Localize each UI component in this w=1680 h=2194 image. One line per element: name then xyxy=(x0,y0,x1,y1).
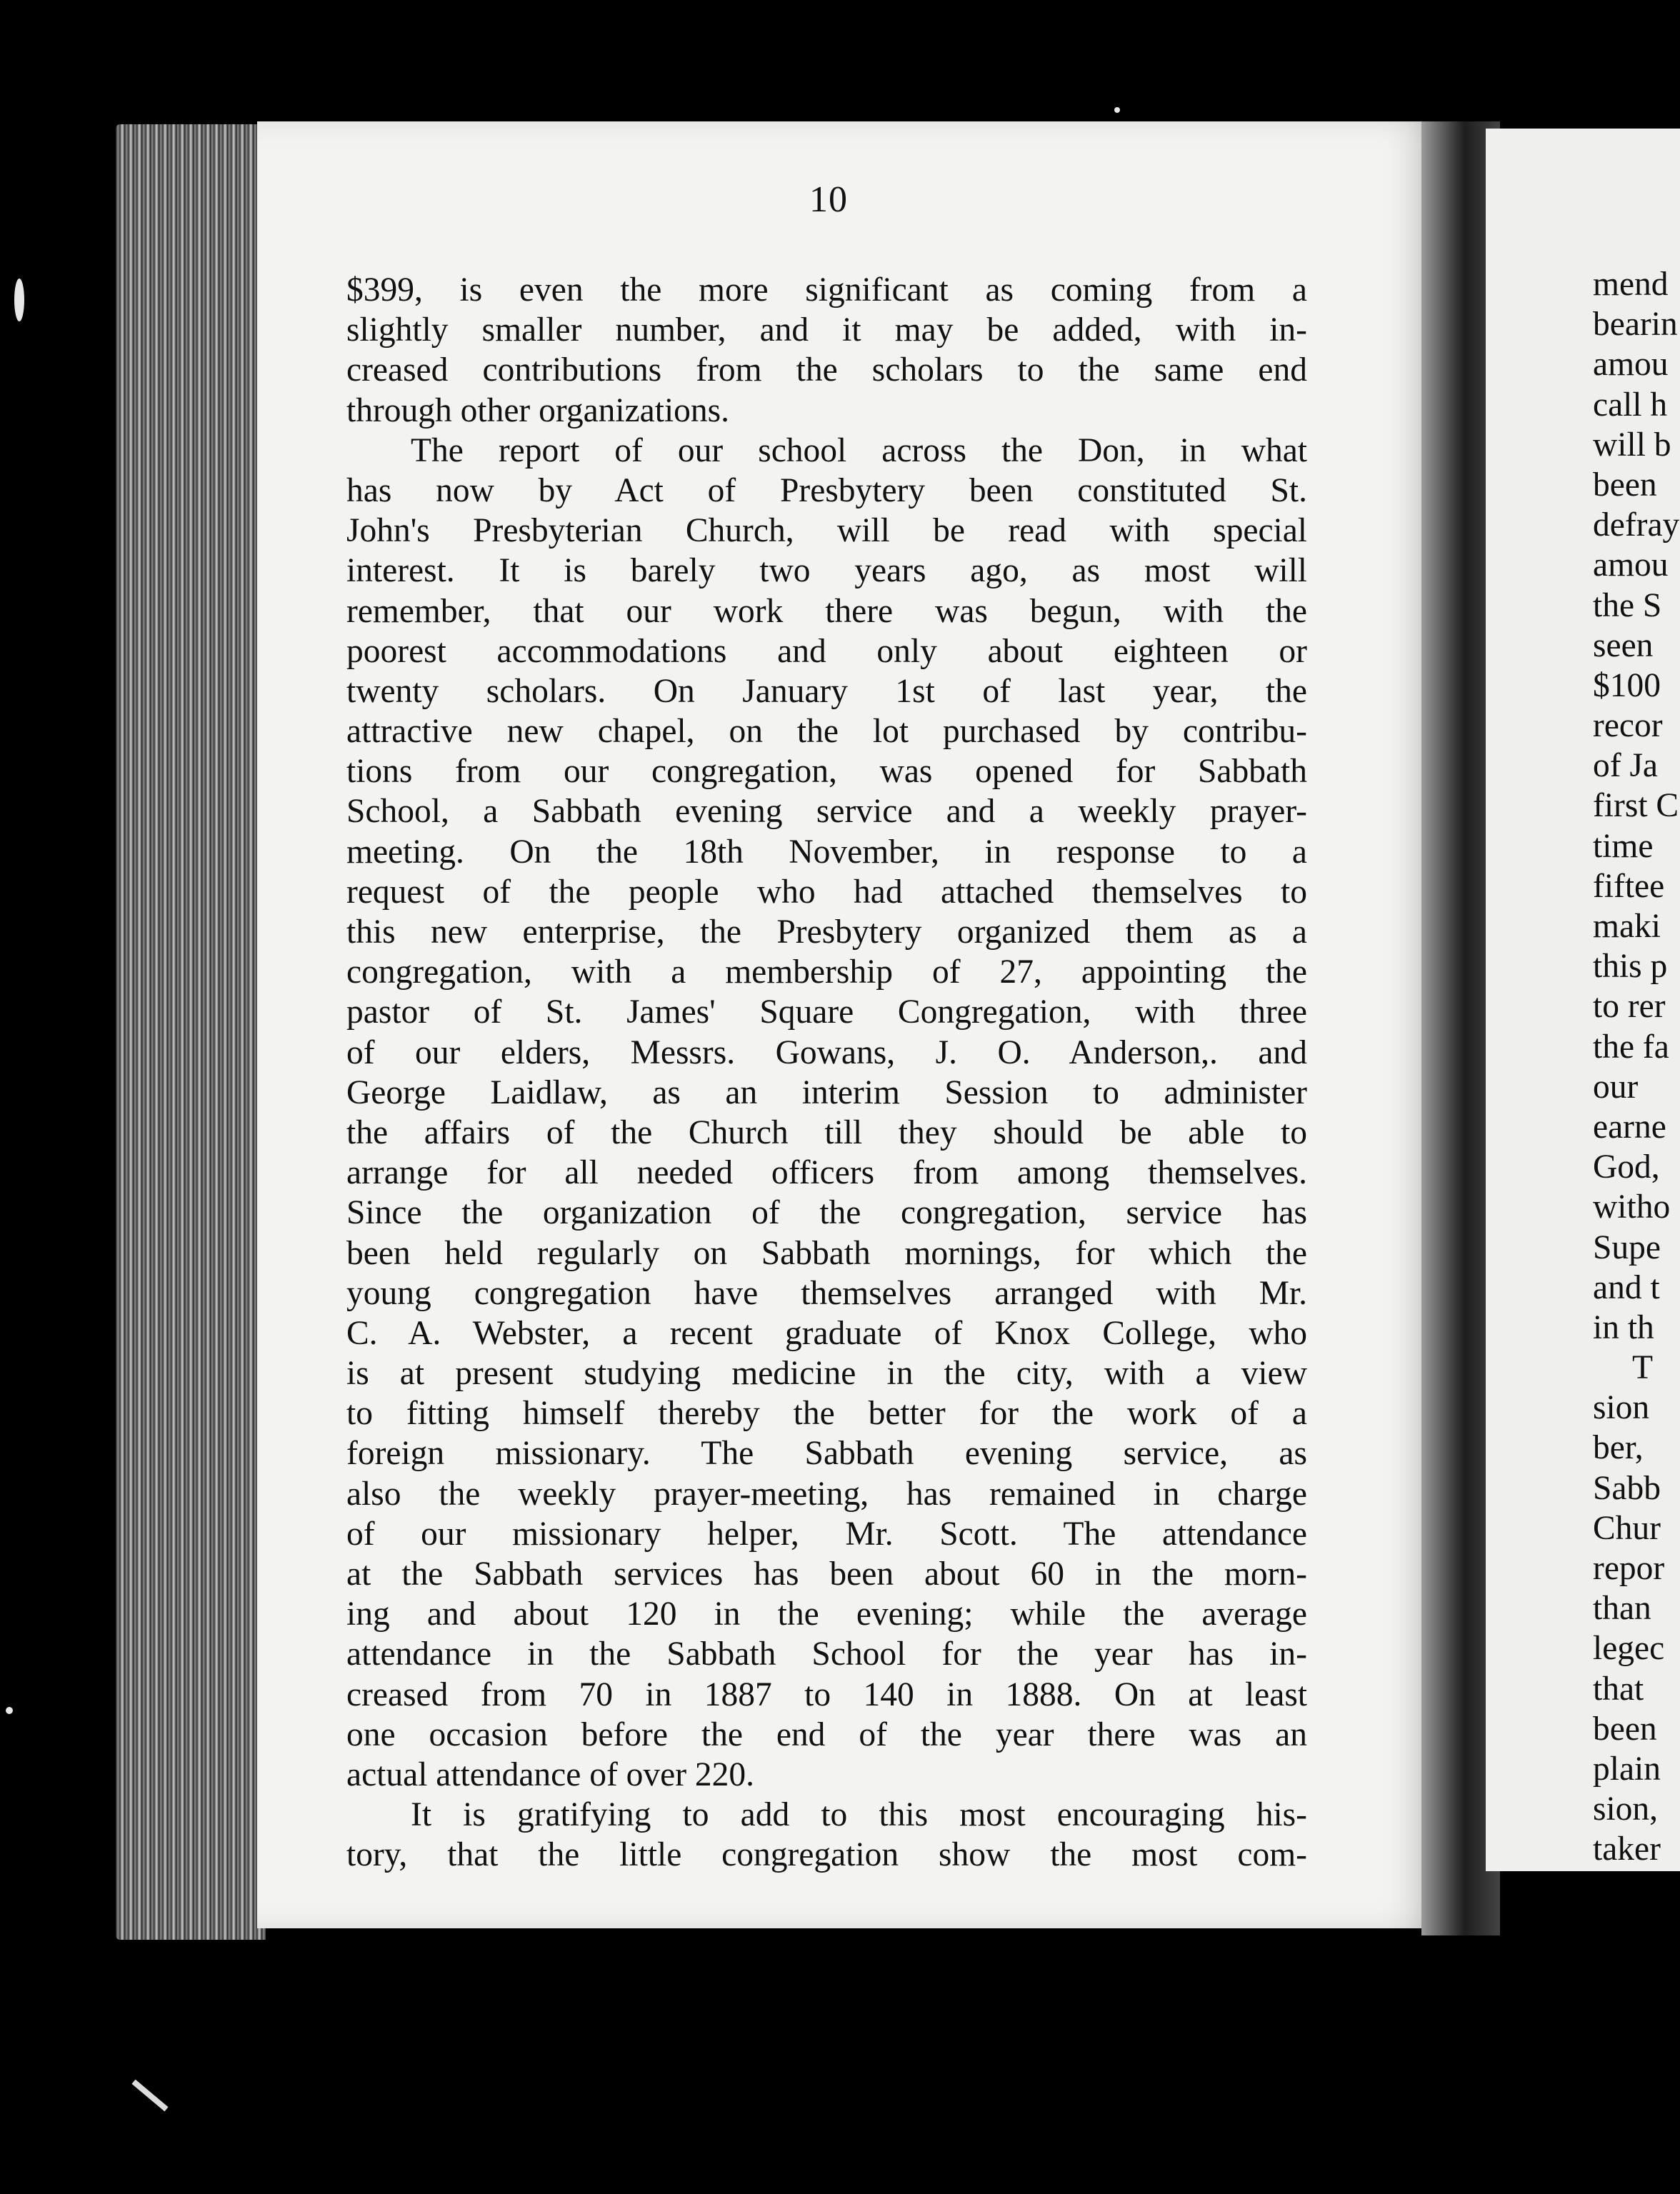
text-line: congregation, with a membership of 27, appointing the xyxy=(346,953,1307,991)
scan-speck xyxy=(14,279,24,321)
next-page-line-fragment: Supe xyxy=(1593,1228,1661,1266)
next-page-text-fragments xyxy=(1593,264,1680,1870)
next-page-line-fragment: repor xyxy=(1593,1550,1665,1587)
next-page-line-fragment: earne xyxy=(1593,1108,1666,1146)
next-page-line-fragment: T xyxy=(1632,1349,1654,1387)
book-page-stack xyxy=(116,124,266,1940)
next-page-line-fragment: recor xyxy=(1593,707,1663,745)
text-line: tions from our congregation, was opened for Sabbath xyxy=(346,753,1307,791)
text-line: arrange for all needed officers from among themselves. xyxy=(346,1154,1307,1192)
next-page-line-fragment: the fa xyxy=(1593,1028,1669,1066)
text-line: this new enterprise, the Presbytery organized them as a xyxy=(346,913,1307,951)
text-line: foreign missionary. The Sabbath evening service, as xyxy=(346,1435,1307,1473)
next-page-line-fragment: maki xyxy=(1593,908,1661,945)
text-line: C. A. Webster, a recent graduate of Knox College, who xyxy=(346,1314,1307,1352)
next-page-line-fragment: sion, xyxy=(1593,1790,1659,1828)
next-page-line-fragment: mend xyxy=(1593,266,1669,303)
next-page-line-fragment: in th xyxy=(1593,1308,1654,1346)
text-line: request of the people who had attached themselves to xyxy=(346,873,1307,911)
next-page-line-fragment: ber, xyxy=(1593,1429,1644,1467)
text-line: one occasion before the end of the year there was an xyxy=(346,1715,1307,1753)
text-line: twenty scholars. On January 1st of last year, the xyxy=(346,672,1307,710)
next-page-line-fragment: God, xyxy=(1593,1148,1660,1186)
next-page-line-fragment: time xyxy=(1593,827,1654,865)
text-line: the affairs of the Church till they should be able to xyxy=(346,1113,1307,1151)
text-line: interest. It is barely two years ago, as most will xyxy=(346,552,1307,590)
next-page-line-fragment: witho xyxy=(1593,1188,1671,1226)
page-number: 10 xyxy=(809,179,848,220)
text-line: of our elders, Messrs. Gowans, J. O. Anderson,. and xyxy=(346,1033,1307,1071)
scan-speck xyxy=(1114,107,1120,113)
next-page-line-fragment: amou xyxy=(1593,346,1669,384)
next-page-line-fragment: seen xyxy=(1593,626,1654,664)
text-line: been held regularly on Sabbath mornings, for which the xyxy=(346,1234,1307,1272)
next-page-line-fragment: taker xyxy=(1593,1830,1661,1868)
next-page-line-fragment: been xyxy=(1593,466,1657,504)
text-line: remember, that our work there was begun, with the xyxy=(346,592,1307,630)
text-line: through other organizations. xyxy=(346,391,730,429)
text-line: has now by Act of Presbytery been constituted St. xyxy=(346,471,1307,509)
text-line: pastor of St. James' Square Congregation, with three xyxy=(346,993,1307,1031)
next-page-line-fragment: that xyxy=(1593,1670,1644,1708)
next-page-line-fragment: will b xyxy=(1593,426,1671,464)
next-page-line-fragment: amou xyxy=(1593,546,1669,584)
text-line: School, a Sabbath evening service and a weekly prayer- xyxy=(346,793,1307,831)
next-page-line-fragment: of Ja xyxy=(1593,747,1659,785)
next-page-line-fragment: and t xyxy=(1593,1268,1660,1306)
text-line: tory, that the little congregation show the most com- xyxy=(346,1836,1307,1874)
text-line: actual attendance of over 220. xyxy=(346,1755,755,1793)
text-line: of our missionary helper, Mr. Scott. The attendance xyxy=(346,1515,1307,1553)
text-line: is at present studying medicine in the city, with a view xyxy=(346,1355,1307,1393)
next-page-line-fragment: legec xyxy=(1593,1630,1665,1668)
text-line: meeting. On the 18th November, in response to a xyxy=(346,833,1307,871)
next-page-line-fragment: to rer xyxy=(1593,988,1666,1026)
next-page-line-fragment: call h xyxy=(1593,386,1668,424)
text-line: George Laidlaw, as an interim Session to administer xyxy=(346,1073,1307,1111)
text-line: attendance in the Sabbath School for the year has in- xyxy=(346,1636,1307,1673)
text-line: young congregation have themselves arranged with Mr. xyxy=(346,1274,1307,1312)
text-line: $399, is even the more significant as coming from a xyxy=(346,271,1307,309)
next-page-line-fragment: been xyxy=(1593,1710,1657,1748)
next-page-line-fragment: than xyxy=(1593,1590,1651,1628)
text-line: slightly smaller number, and it may be added, with in- xyxy=(346,311,1307,349)
next-page-line-fragment: first C xyxy=(1593,787,1679,825)
scan-speck xyxy=(6,1707,13,1714)
text-line: ing and about 120 in the evening; while the average xyxy=(346,1596,1307,1633)
next-page-line-fragment: Sabb xyxy=(1593,1469,1661,1507)
next-page-line-fragment: bearin xyxy=(1593,306,1678,344)
text-line: at the Sabbath services has been about 60 in the morn- xyxy=(346,1556,1307,1593)
text-line: Since the organization of the congregation, service has xyxy=(346,1194,1307,1232)
next-page-line-fragment: $100 xyxy=(1593,666,1661,704)
text-line: poorest accommodations and only about eighteen or xyxy=(346,632,1307,670)
next-page-line-fragment: sion xyxy=(1593,1389,1650,1427)
body-text xyxy=(346,270,1307,1875)
scan-scratch xyxy=(131,2080,168,2112)
text-line: attractive new chapel, on the lot purchased by contribu- xyxy=(346,713,1307,751)
next-page-line-fragment: plain xyxy=(1593,1750,1661,1788)
text-line: creased contributions from the scholars to the same end xyxy=(346,351,1307,389)
text-line: creased from 70 in 1887 to 140 in 1888. On at least xyxy=(346,1675,1307,1713)
text-line: to fitting himself thereby the better for the work of a xyxy=(346,1395,1307,1433)
next-page-line-fragment: fiftee xyxy=(1593,867,1665,905)
next-page-line-fragment: our xyxy=(1593,1068,1639,1106)
next-page-line-fragment: the S xyxy=(1593,586,1662,624)
text-line: The report of our school across the Don, in what xyxy=(411,431,1307,469)
next-page-line-fragment: Chur xyxy=(1593,1509,1661,1547)
text-line: also the weekly prayer-meeting, has remained in charge xyxy=(346,1475,1307,1513)
text-line: It is gratifying to add to this most encouraging his- xyxy=(411,1796,1307,1834)
text-line: John's Presbyterian Church, will be read with special xyxy=(346,512,1307,550)
next-page-line-fragment: defray xyxy=(1593,506,1680,544)
next-page-line-fragment: this p xyxy=(1593,948,1668,986)
